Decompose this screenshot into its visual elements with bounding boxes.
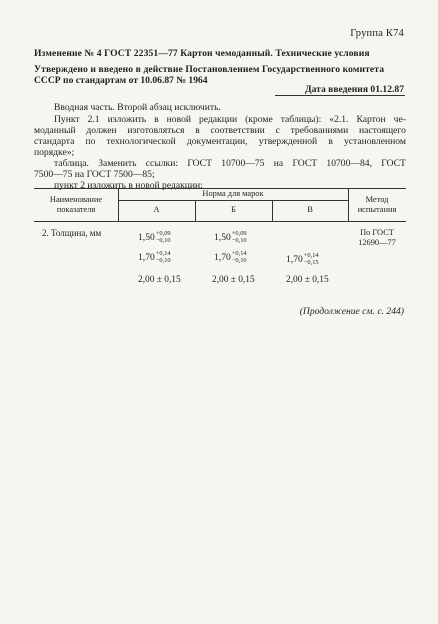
word: в (328, 136, 333, 147)
word: технологической (106, 136, 176, 147)
header-mark-a: А (153, 205, 160, 214)
word: ГОСТ (381, 158, 406, 169)
word: 10700—84, (326, 158, 372, 169)
word: требованиями (290, 125, 349, 136)
group-label: Группа К74 (350, 28, 404, 39)
word: (кроме (245, 114, 273, 125)
paragraph-2-1-line-1 (54, 114, 406, 125)
value-b-3: 2,00 ± 0,15 (212, 275, 255, 285)
word: с (275, 125, 280, 136)
word: таблицы): (280, 114, 322, 125)
word: установленном (343, 136, 406, 147)
paragraph-2-1-line-2 (34, 125, 406, 136)
word: соответствии (210, 125, 265, 136)
value-v-2: 1,70 +0,14 −0,15 (286, 252, 319, 266)
table-refs-line-1 (54, 158, 406, 169)
row-label-thickness: 2. Толщина, мм (42, 228, 102, 238)
header-mark-v: В (307, 205, 313, 214)
word: че- (393, 114, 406, 125)
paragraph-2-intro: пункт 2 изложить в новой редакции: (54, 180, 203, 191)
table-header-rule (34, 221, 406, 222)
word: утвержденной (258, 136, 318, 147)
word: изготовляться (127, 125, 185, 136)
effective-date: Дата введения 01.12.87 (304, 84, 404, 95)
approval-line-1: Утверждено и введено в действие Постановлением Государственного комитета (34, 64, 385, 75)
word: документации, (186, 136, 248, 147)
word: моданный (34, 125, 76, 136)
word: Заменить (98, 158, 137, 169)
word: новой (166, 114, 191, 125)
value-a-2: 1,70 +0,14 −0,10 (138, 250, 171, 264)
intro-paragraph: Вводная часть. Второй абзац исключить. (54, 102, 221, 113)
value-a-1: 1,50 +0,09 −0,10 (138, 230, 171, 244)
value-b-1: 1,50 +0,09 −0,10 (214, 230, 247, 244)
word: Картон (356, 114, 386, 125)
thickness-table (34, 188, 406, 292)
word: таблица. (54, 158, 89, 169)
value-a-3: 2,00 ± 0,15 (138, 275, 181, 285)
method-reference: По ГОСТ 12690—77 (358, 228, 396, 247)
header-mark-b: Б (231, 205, 236, 214)
date-underline (275, 95, 405, 96)
word: должен (86, 125, 117, 136)
word: на (273, 158, 284, 169)
amendment-title: Изменение № 4 ГОСТ 22351—77 Картон чемоданный. Технические условия (34, 48, 370, 59)
word: Пункт (54, 114, 80, 125)
value-v-3: 2,00 ± 0,15 (286, 275, 329, 285)
value-b-2: 1,70 +0,14 −0,10 (214, 250, 247, 264)
paragraph-2-1-line-4: порядке»; (34, 147, 75, 158)
word: настоящего (359, 125, 406, 136)
word: редакции (198, 114, 238, 125)
word: в (195, 125, 200, 136)
word: по (85, 136, 96, 147)
word: ГОСТ (292, 158, 318, 169)
paragraph-2-1-line-3 (34, 136, 406, 147)
word: в (154, 114, 159, 125)
word: ссылки: (145, 158, 179, 169)
word: 2.1 (87, 114, 100, 125)
word: стандарта (34, 136, 75, 147)
word: изложить (107, 114, 147, 125)
group-header-rule (118, 200, 348, 201)
header-indicator: Наименование показателя (49, 195, 103, 214)
table-refs-line-2: 7500—75 на ГОСТ 7500—85; (34, 169, 155, 180)
header-norm-group: Норма для марок (202, 189, 264, 198)
word: ГОСТ (187, 158, 212, 169)
approval-line-2: СССР по стандартам от 10.06.87 № 1964 (34, 75, 208, 86)
header-method: Метод испытания (357, 195, 397, 214)
word: «2.1. (329, 114, 349, 125)
word: 10700—75 (221, 158, 265, 169)
continuation-note: (Продолжение см. с. 244) (299, 306, 404, 317)
